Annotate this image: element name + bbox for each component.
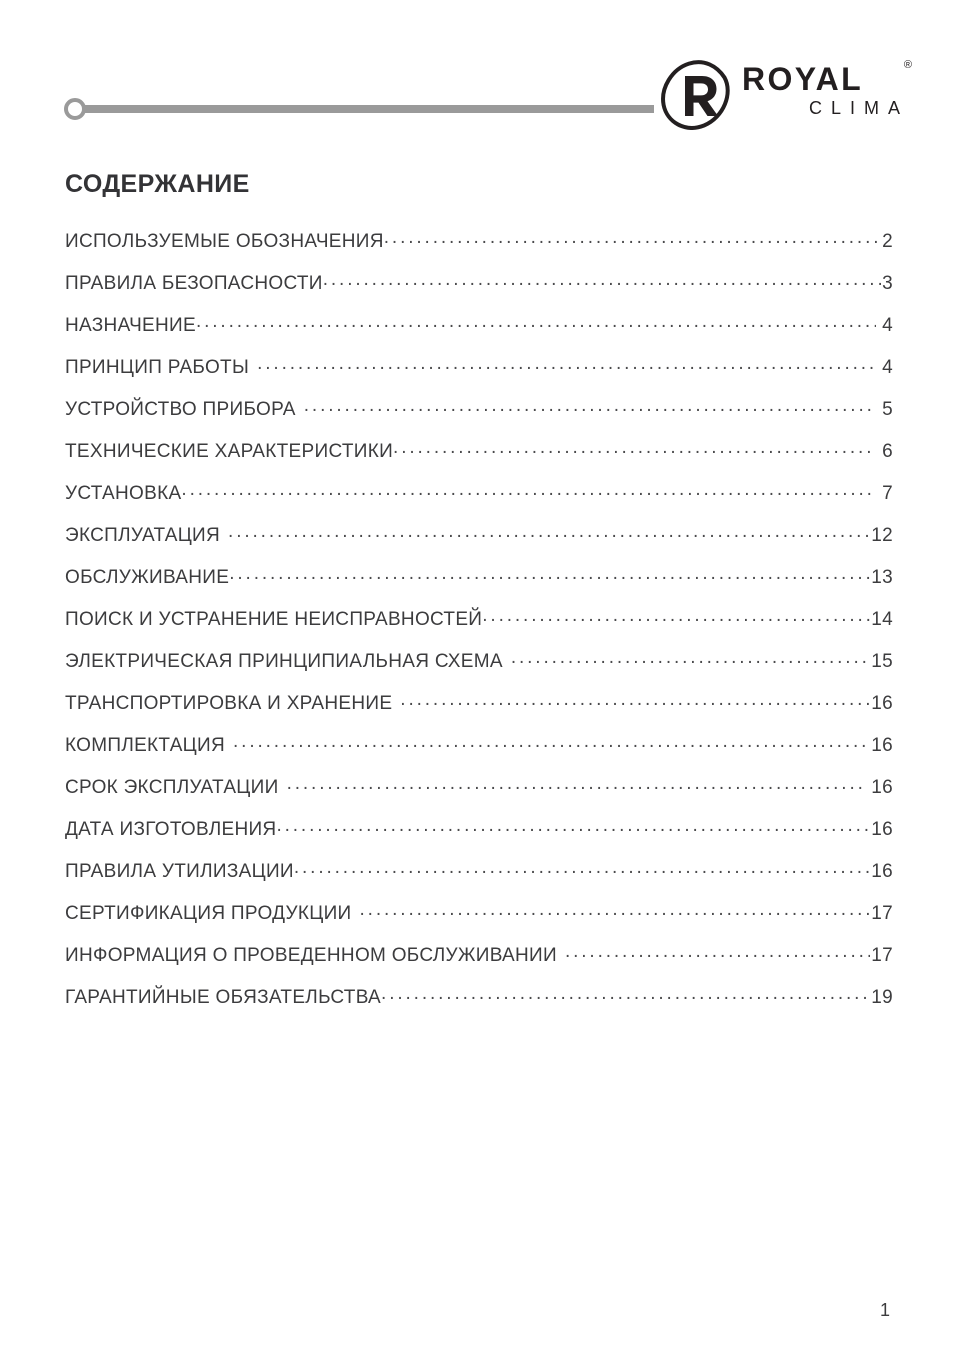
- toc-entry-page: 4: [882, 315, 893, 336]
- toc-entry-page: 4: [882, 357, 893, 378]
- page-title: СОДЕРЖАНИЕ: [65, 170, 250, 198]
- page-header: [0, 0, 960, 150]
- toc-entry-label: УСТРОЙСТВО ПРИБОРА: [65, 399, 296, 420]
- toc-entry-label: ТРАНСПОРТИРОВКА И ХРАНЕНИЕ: [65, 693, 393, 714]
- toc-entry-page: 16: [871, 861, 893, 882]
- toc-leader-dots: [196, 312, 876, 331]
- toc-entry-label: ЭКСПЛУАТАЦИЯ: [65, 525, 221, 546]
- toc-entry-page: 16: [871, 735, 893, 756]
- toc-entry[interactable]: [65, 480, 893, 522]
- toc-entry-label: ЭЛЕКТРИЧЕСКАЯ ПРИНЦИПИАЛЬНАЯ СХЕМА: [65, 651, 503, 672]
- table-of-contents: [65, 228, 893, 1026]
- toc-leader-dots: [233, 732, 870, 751]
- page-number: 1: [879, 1300, 890, 1320]
- toc-entry-label: УСТАНОВКА: [65, 483, 182, 504]
- toc-entry[interactable]: [65, 774, 893, 816]
- toc-leader-dots: [276, 816, 870, 835]
- registered-trademark-icon: ®: [903, 59, 912, 71]
- toc-entry-page: 5: [882, 399, 893, 420]
- toc-entry-label: СЕРТИФИКАЦИЯ ПРОДУКЦИИ: [65, 903, 352, 924]
- toc-entry[interactable]: [65, 900, 893, 942]
- toc-entry[interactable]: [65, 228, 893, 270]
- toc-entry[interactable]: [65, 858, 893, 900]
- toc-entry-label: ПРАВИЛА УТИЛИЗАЦИИ: [65, 861, 294, 882]
- toc-entry[interactable]: [65, 312, 893, 354]
- logo-brand-text: ROYAL: [742, 61, 864, 97]
- toc-entry[interactable]: [65, 270, 893, 312]
- toc-entry-label: ДАТА ИЗГОТОВЛЕНИЯ: [65, 819, 277, 840]
- toc-entry[interactable]: [65, 522, 893, 564]
- toc-leader-dots: [482, 606, 870, 625]
- toc-entry-label: ПОИСК И УСТРАНЕНИЕ НЕИСПРАВНОСТЕЙ: [65, 609, 483, 630]
- royal-clima-logo: [660, 58, 910, 146]
- toc-leader-dots: [400, 690, 870, 709]
- logo-subbrand-text: CLIMA: [808, 98, 909, 118]
- royal-r-oval-mark-icon: [660, 60, 734, 130]
- toc-entry-page: 16: [871, 777, 893, 798]
- toc-entry-page: 14: [871, 609, 893, 630]
- toc-entry[interactable]: [65, 816, 893, 858]
- toc-leader-dots: [511, 648, 870, 667]
- toc-entry-page: 19: [871, 987, 893, 1008]
- toc-entry-page: 13: [871, 567, 893, 588]
- toc-leader-dots: [228, 522, 870, 541]
- toc-entry[interactable]: [65, 396, 893, 438]
- toc-entry-page: 15: [871, 651, 893, 672]
- toc-entry-label: ПРИНЦИП РАБОТЫ: [65, 357, 250, 378]
- toc-entry-label: ОБСЛУЖИВАНИЕ: [65, 567, 230, 588]
- logo-brand-row: [742, 58, 910, 100]
- toc-entry[interactable]: [65, 354, 893, 396]
- toc-leader-dots: [257, 354, 876, 373]
- toc-entry[interactable]: [65, 648, 893, 690]
- toc-entry-page: 16: [871, 819, 893, 840]
- toc-leader-dots: [294, 858, 870, 877]
- toc-entry-label: ИСПОЛЬЗУЕМЫЕ ОБОЗНАЧЕНИЯ: [65, 231, 384, 252]
- toc-leader-dots: [360, 900, 871, 919]
- toc-entry-label: ИНФОРМАЦИЯ О ПРОВЕДЕННОМ ОБСЛУЖИВАНИИ: [65, 945, 557, 966]
- header-rule: [64, 98, 654, 120]
- toc-leader-dots: [323, 270, 881, 289]
- toc-entry[interactable]: [65, 690, 893, 732]
- toc-entry-page: 12: [871, 525, 893, 546]
- toc-entry-page: 6: [882, 441, 893, 462]
- toc-entry-label: СРОК ЭКСПЛУАТАЦИИ: [65, 777, 279, 798]
- toc-leader-dots: [287, 774, 866, 793]
- toc-entry[interactable]: [65, 438, 893, 480]
- toc-entry-label: ПРАВИЛА БЕЗОПАСНОСТИ: [65, 273, 323, 294]
- toc-entry-label: ТЕХНИЧЕСКИЕ ХАРАКТЕРИСТИКИ: [65, 441, 394, 462]
- toc-entry[interactable]: [65, 732, 893, 774]
- toc-entry[interactable]: [65, 942, 893, 984]
- toc-entry-label: НАЗНАЧЕНИЕ: [65, 315, 196, 336]
- toc-entry-page: 16: [871, 693, 893, 714]
- toc-entry[interactable]: [65, 984, 893, 1026]
- header-rule-bar: [82, 105, 654, 113]
- toc-leader-dots: [393, 438, 876, 457]
- toc-entry-page: 3: [882, 273, 893, 294]
- toc-entry-page: 17: [871, 903, 893, 924]
- toc-entry-page: 7: [882, 483, 893, 504]
- logo-wordmark: [742, 58, 910, 138]
- toc-leader-dots: [304, 396, 876, 415]
- toc-leader-dots: [381, 984, 870, 1003]
- toc-leader-dots: [181, 480, 876, 499]
- toc-leader-dots: [565, 942, 870, 961]
- toc-leader-dots: [229, 564, 870, 583]
- toc-entry[interactable]: [65, 606, 893, 648]
- toc-entry-page: 17: [871, 945, 893, 966]
- toc-entry-label: ГАРАНТИЙНЫЕ ОБЯЗАТЕЛЬСТВА: [65, 987, 382, 1008]
- toc-leader-dots: [384, 228, 881, 247]
- toc-entry-page: 2: [882, 231, 893, 252]
- toc-entry[interactable]: [65, 564, 893, 606]
- toc-entry-label: КОМПЛЕКТАЦИЯ: [65, 735, 226, 756]
